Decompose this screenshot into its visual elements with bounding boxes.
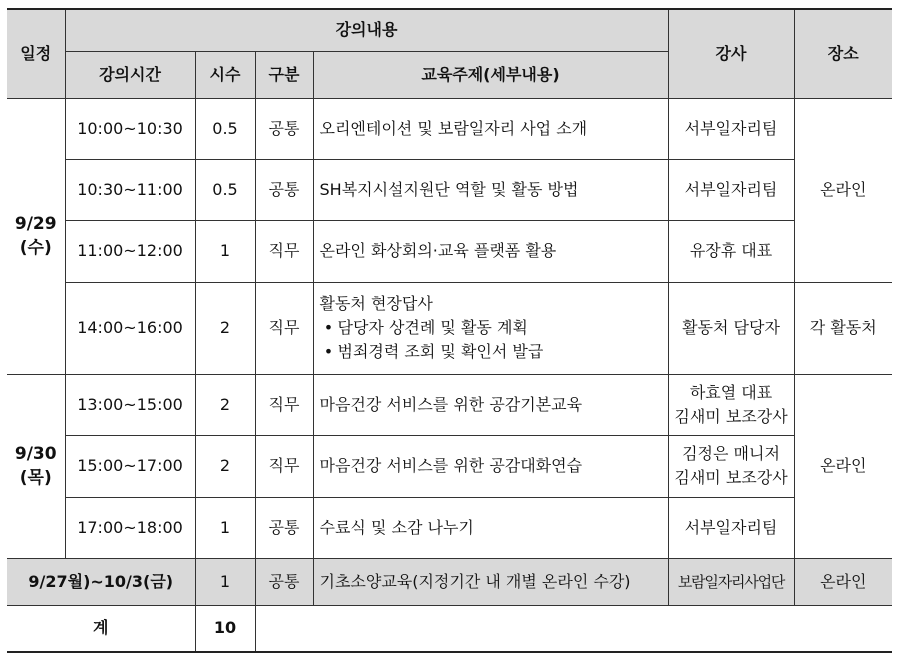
place-cell-day1-online: 온라인 (794, 98, 892, 282)
date-cell-day1 (7, 98, 65, 374)
category-cell: 공통 (255, 98, 313, 159)
table-row (7, 497, 892, 558)
date-day1: 9/29 (14, 214, 57, 234)
date-cell-day2 (7, 374, 65, 558)
table-row (7, 282, 892, 374)
topic-title: 활동처 현장답사 (319, 294, 433, 313)
topic-cell: 마음건강 서비스를 위한 공감기본교육 (313, 374, 668, 435)
topic-cell: 기초소양교육(지정기간 내 개별 온라인 수강) (313, 558, 668, 605)
total-hours: 10 (195, 605, 255, 652)
header-instructor: 강사 (668, 9, 794, 98)
time-cell: 11:00~12:00 (65, 220, 195, 282)
time-cell: 13:00~15:00 (65, 374, 195, 435)
header-place: 장소 (794, 9, 892, 98)
instructor-cell: 활동처 담당자 (668, 282, 794, 374)
instructor-cell: 서부일자리팀 (668, 159, 794, 220)
topic-cell: SH복지시설지원단 역할 및 활동 방법 (313, 159, 668, 220)
header-content-group: 강의내용 (65, 9, 668, 51)
instructor-cell: 서부일자리팀 (668, 98, 794, 159)
place-cell: 온라인 (794, 558, 892, 605)
table-row (7, 435, 892, 497)
table-row (7, 159, 892, 220)
instructor-cell: 서부일자리팀 (668, 497, 794, 558)
topic-cell: 수료식 및 소감 나누기 (313, 497, 668, 558)
instructor-cell: 보람일자리사업단 (668, 558, 794, 605)
instructor-main: 김정은 매니저 (682, 444, 780, 463)
topic-bullet-item: • 담당자 상견례 및 활동 계획 (320, 316, 664, 340)
category-cell: 공통 (255, 558, 313, 605)
topic-cell: 온라인 화상회의·교육 플랫폼 활용 (313, 220, 668, 282)
table-row (7, 98, 892, 159)
instructor-cell (668, 374, 794, 435)
topic-bullet-item: • 범죄경력 조회 및 확인서 발급 (320, 340, 664, 364)
total-empty-cell (255, 605, 892, 652)
schedule-table (7, 8, 892, 653)
date-day2: 9/30 (14, 444, 57, 464)
time-cell: 14:00~16:00 (65, 282, 195, 374)
instructor-cell: 유장휴 대표 (668, 220, 794, 282)
hours-cell: 0.5 (195, 159, 255, 220)
hours-cell: 2 (195, 435, 255, 497)
hours-cell: 2 (195, 374, 255, 435)
instructor-assistant: 김새미 보조강사 (674, 468, 788, 487)
category-cell: 직무 (255, 220, 313, 282)
hours-cell: 1 (195, 497, 255, 558)
bullet-icon: • (323, 342, 334, 361)
hours-cell: 1 (195, 558, 255, 605)
table-row (7, 558, 892, 605)
category-cell: 직무 (255, 374, 313, 435)
time-cell: 17:00~18:00 (65, 497, 195, 558)
header-date: 일정 (7, 9, 65, 98)
instructor-main: 하효열 대표 (689, 382, 773, 402)
place-cell-day2: 온라인 (794, 374, 892, 558)
category-cell: 직무 (255, 282, 313, 374)
time-cell: 10:00~10:30 (65, 98, 195, 159)
header-topic: 교육주제(세부내용) (313, 51, 668, 98)
time-cell: 15:00~17:00 (65, 435, 195, 497)
instructor-assistant: 김새미 보조강사 (674, 406, 788, 426)
total-row (7, 605, 892, 652)
header-hours: 시수 (195, 51, 255, 98)
category-cell: 직무 (255, 435, 313, 497)
topic-cell: 오리엔테이션 및 보람일자리 사업 소개 (313, 98, 668, 159)
place-cell-day1-site: 각 활동처 (794, 282, 892, 374)
hours-cell: 2 (195, 282, 255, 374)
time-cell: 10:30~11:00 (65, 159, 195, 220)
total-label: 계 (7, 605, 195, 652)
category-cell: 공통 (255, 497, 313, 558)
header-time: 강의시간 (65, 51, 195, 98)
weekday-day1: (수) (19, 238, 52, 258)
hours-cell: 0.5 (195, 98, 255, 159)
hours-cell: 1 (195, 220, 255, 282)
topic-cell-multiline (313, 282, 668, 374)
header-category: 구분 (255, 51, 313, 98)
weekday-day2: (목) (19, 468, 52, 488)
topic-cell: 마음건강 서비스를 위한 공감대화연습 (313, 435, 668, 497)
table-row (7, 220, 892, 282)
instructor-cell (668, 435, 794, 497)
period-cell: 9/27월)~10/3(금) (7, 558, 195, 605)
category-cell: 공통 (255, 159, 313, 220)
table-row (7, 374, 892, 435)
bullet-icon: • (323, 318, 334, 337)
